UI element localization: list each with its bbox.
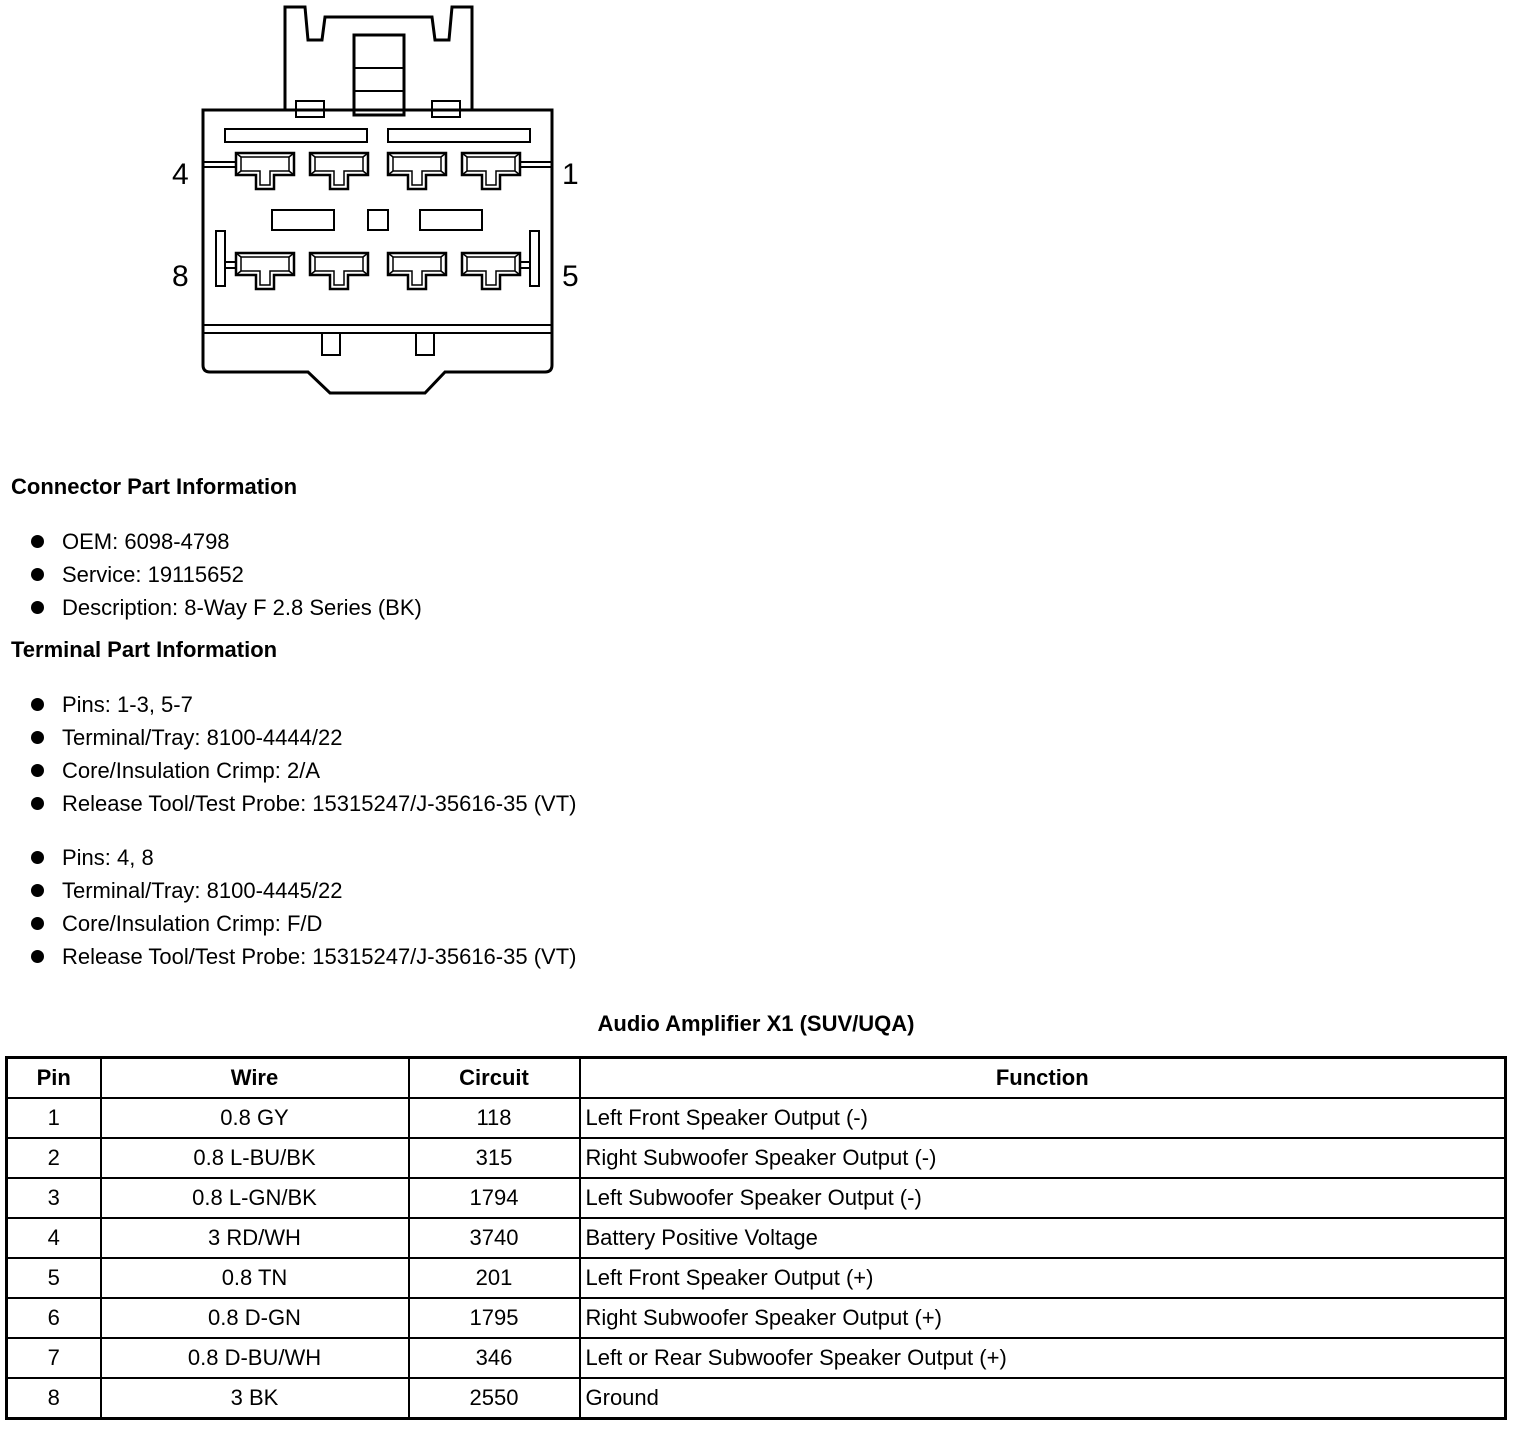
bullet-icon [31, 917, 44, 930]
wire-cell: 0.8 D-GN [101, 1298, 409, 1338]
wire-cell: 0.8 D-BU/WH [101, 1338, 409, 1378]
circuit-cell: 346 [409, 1338, 580, 1378]
terminal-info-list-2 [28, 841, 576, 973]
table-body [7, 1098, 1506, 1419]
terminal-cavity [462, 253, 520, 289]
pin-label-1: 1 [562, 158, 579, 191]
function-cell: Left or Rear Subwoofer Speaker Output (+) [580, 1338, 1506, 1378]
table-row [7, 1138, 1506, 1178]
wire-cell: 0.8 GY [101, 1098, 409, 1138]
list-item: Release Tool/Test Probe: 15315247/J-35616-35 (VT) [28, 940, 576, 973]
circuit-cell: 1795 [409, 1298, 580, 1338]
list-item: OEM: 6098-4798 [28, 525, 422, 558]
list-item: Release Tool/Test Probe: 15315247/J-35616-35 (VT) [28, 787, 576, 820]
pin-label-4: 4 [172, 158, 189, 191]
bullet-icon [31, 568, 44, 581]
header-circuit: Circuit [409, 1058, 580, 1099]
connector-info-title: Connector Part Information [11, 474, 298, 499]
circuit-cell: 3740 [409, 1218, 580, 1258]
list-item: Pins: 1-3, 5-7 [28, 688, 576, 721]
table-row [7, 1218, 1506, 1258]
pin-cell: 3 [7, 1178, 101, 1218]
pin-label-8: 8 [172, 260, 189, 293]
bullet-icon [31, 535, 44, 548]
pin-cell: 5 [7, 1258, 101, 1298]
pin-cell: 7 [7, 1338, 101, 1378]
connector-info-list [28, 525, 422, 624]
header-function: Function [580, 1058, 1506, 1099]
pin-label-5: 5 [562, 260, 579, 293]
table-row [7, 1378, 1506, 1419]
bullet-icon [31, 731, 44, 744]
bullet-icon [31, 797, 44, 810]
pinout-table [5, 1056, 1507, 1420]
table-row [7, 1338, 1506, 1378]
function-cell: Right Subwoofer Speaker Output (-) [580, 1138, 1506, 1178]
circuit-cell: 2550 [409, 1378, 580, 1419]
connector-latch-window [354, 35, 404, 115]
pin-cell: 8 [7, 1378, 101, 1419]
terminal-cavity [388, 253, 446, 289]
pin-cell: 2 [7, 1138, 101, 1178]
list-item: Terminal/Tray: 8100-4445/22 [28, 874, 576, 907]
terminal-cavity [236, 253, 294, 289]
wire-cell: 3 RD/WH [101, 1218, 409, 1258]
table-row [7, 1258, 1506, 1298]
function-cell: Right Subwoofer Speaker Output (+) [580, 1298, 1506, 1338]
bullet-icon [31, 764, 44, 777]
wire-cell: 0.8 L-GN/BK [101, 1178, 409, 1218]
function-cell: Left Subwoofer Speaker Output (-) [580, 1178, 1506, 1218]
bullet-icon [31, 851, 44, 864]
function-cell: Battery Positive Voltage [580, 1218, 1506, 1258]
bullet-icon [31, 601, 44, 614]
connector-face-diagram [160, 0, 600, 400]
function-cell: Left Front Speaker Output (+) [580, 1258, 1506, 1298]
terminal-info-title: Terminal Part Information [11, 637, 278, 662]
terminal-cavity [462, 153, 520, 189]
terminal-cavity [236, 153, 294, 189]
pin-cell: 1 [7, 1098, 101, 1138]
list-item: Core/Insulation Crimp: 2/A [28, 754, 576, 787]
connector-latch [285, 7, 472, 110]
circuit-cell: 1794 [409, 1178, 580, 1218]
table-row [7, 1298, 1506, 1338]
terminal-cavity [310, 253, 368, 289]
pin-cell: 4 [7, 1218, 101, 1258]
table-row [7, 1178, 1506, 1218]
bullet-icon [31, 698, 44, 711]
terminal-cavity [310, 153, 368, 189]
list-item: Terminal/Tray: 8100-4444/22 [28, 721, 576, 754]
wire-cell: 0.8 L-BU/BK [101, 1138, 409, 1178]
table-header-row [7, 1058, 1506, 1099]
circuit-cell: 201 [409, 1258, 580, 1298]
wire-cell: 0.8 TN [101, 1258, 409, 1298]
list-item: Description: 8-Way F 2.8 Series (BK) [28, 591, 422, 624]
circuit-cell: 118 [409, 1098, 580, 1138]
pin-cell: 6 [7, 1298, 101, 1338]
header-pin: Pin [7, 1058, 101, 1099]
bullet-icon [31, 884, 44, 897]
terminal-cavity [388, 153, 446, 189]
table-row [7, 1098, 1506, 1138]
list-item: Pins: 4, 8 [28, 841, 576, 874]
terminal-info-list-1 [28, 688, 576, 820]
list-item: Service: 19115652 [28, 558, 422, 591]
circuit-cell: 315 [409, 1138, 580, 1178]
header-wire: Wire [101, 1058, 409, 1099]
function-cell: Left Front Speaker Output (-) [580, 1098, 1506, 1138]
bullet-icon [31, 950, 44, 963]
list-item: Core/Insulation Crimp: F/D [28, 907, 576, 940]
table-title: Audio Amplifier X1 (SUV/UQA) [597, 1011, 915, 1036]
function-cell: Ground [580, 1378, 1506, 1419]
wire-cell: 3 BK [101, 1378, 409, 1419]
